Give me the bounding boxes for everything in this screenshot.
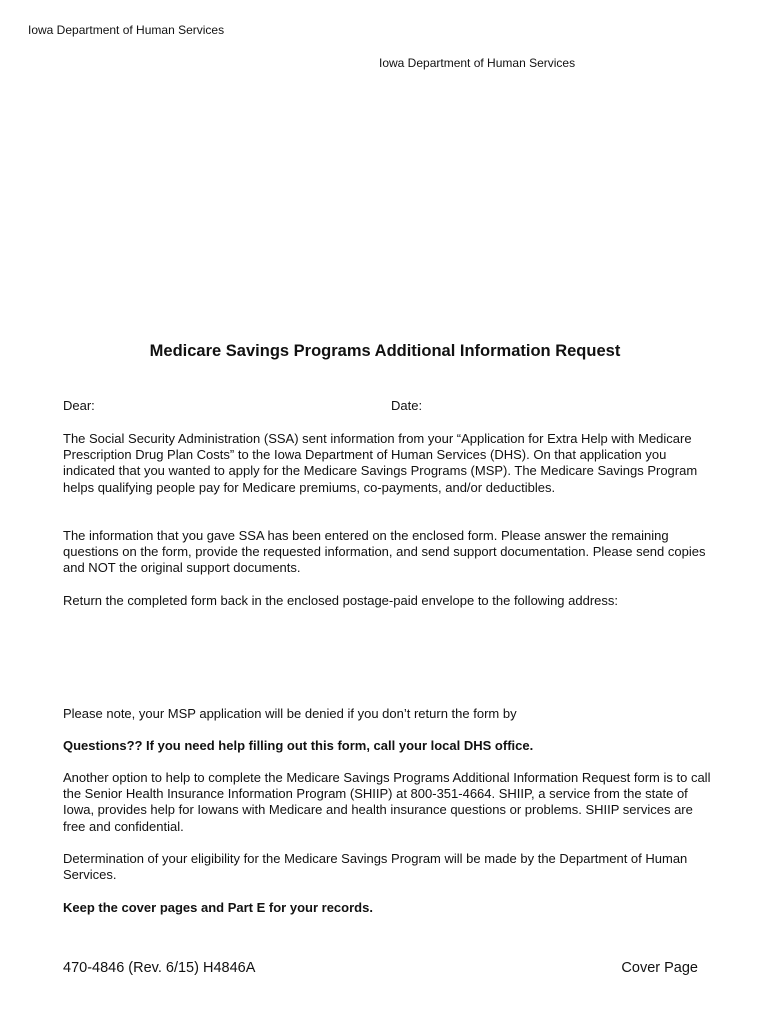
footer-form-number: 470-4846 (Rev. 6/15) H4846A [63,960,256,976]
paragraph-determination: Determination of your eligibility for the Medicare Savings Program will be made by the Department of Human Services. [63,851,688,883]
paragraph-denial-notice: Please note, your MSP application will be denied if you don’t return the form by [63,706,517,721]
paragraph-questions: Questions?? If you need help filling out this form, call your local DHS office. [63,738,534,753]
header-agency-left: Iowa Department of Human Services [28,23,225,37]
paragraph-shiip: Another option to help to complete the Medicare Savings Programs Additional Information Request form is to call the Senior Health Insurance Information Program (SHIIP) at 800-351-4664. SHIIP, a service from the state of Iowa, provides help for Iowans with Medicare and health insurance questions or problems. SHIIP services are free and confidential. [63,770,711,834]
paragraph-keep-records: Keep the cover pages and Part E for your records. [63,900,373,915]
paragraph-enclosed-form: The information that you gave SSA has been entered on the enclosed form. Please answer the remaining questions on the form, provide the requested information, and send support documentation. Please send copies and NOT the original support documents. [63,528,706,576]
paragraph-return-address: Return the completed form back in the enclosed postage-paid envelope to the following address: [63,593,619,608]
footer-page-label: Cover Page [621,960,698,976]
dear-label: Dear: [63,398,95,413]
page-title: Medicare Savings Programs Additional Information Request [149,342,621,360]
date-label: Date: [391,398,423,413]
header-agency-center: Iowa Department of Human Services [379,56,576,70]
paragraph-ssa-info: The Social Security Administration (SSA) sent information from your “Application for Extra Help with Medicare Prescription Drug Plan Costs” to the Iowa Department of Human Services (DHS). On that application you indicated that you wanted to apply for the Medicare Savings Programs (MSP). The Medicare Savings Program helps qualifying people pay for Medicare premiums, co-payments, and/or deductibles. [63,431,698,495]
